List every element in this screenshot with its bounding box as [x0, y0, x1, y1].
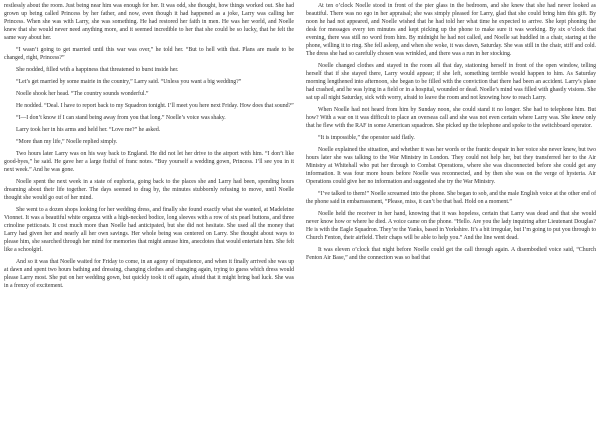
- paragraph: Noelle held the receiver in her hand, knowing that it was hopeless, certain that Larry was dead and that she would never know how or where he died. A voice came on the phone. “Hello. Are you the lady inquiring after Lieutenant Douglas? He is with the Eagle Squadron. They’re the Yanks, based in Yorkshire. It’s a bit irregular, but I’m going to put you through to Church Fenton, their airfield. Their chaps will be able to help you.” And the line went dead.: [306, 211, 596, 241]
- paragraph: Noelle spent the next week in a state of euphoria, going back to the places she and Larry had been, spending hours dreaming about their life together. The days seemed to drag by, the minutes stubbornly refusing to move, until Noelle thought she would go out of her mind.: [4, 179, 294, 201]
- paragraph: And so it was that Noelle waited for Friday to come, in an agony of impatience, and when it finally arrived she was up at dawn and spent two hours bathing and dressing, changing clothes and changing again, trying to guess which dress would please Larry most. She put on her wedding gown, but quickly took it off again, afraid that it might bring bad luck. She was in a frenzy of excitement.: [4, 259, 294, 289]
- paragraph: “I wasn’t going to get married until this war was over,” he told her. “But to hell with that. Plans are made to be changed, right, Princess?”: [4, 47, 294, 61]
- paragraph: At ten o’clock Noelle stood in front of the pier glass in the bedroom, and she knew that she had never looked as beautiful. There was no ego in her appraisal; she was simply pleased for Larry, glad that she could bring him this gift. By noon he had not appeared, and Noelle wished that he had told her what time he expected to arrive. She kept phoning the desk for messages every ten minutes and kept picking up the phone to make sure it was working. By six o’clock that evening, there was still no word from him. By midnight he had not called, and Noelle sat huddled in a chair, staring at the phone, willing it to ring. She fell asleep, and when she woke, it was dawn, Saturday. She was still in the chair, stiff and cold. The dress she had so carefully chosen was wrinkled, and there was a run in her stocking.: [306, 3, 596, 57]
- paragraph: Two hours later Larry was on his way back to England. He did not let her drive to the airport with him. “I don’t like good-byes,” he said. He gave her a large fistful of franc notes. “Buy yourself a wedding gown, Princess. I’ll see you in it next week.” And he was gone.: [4, 151, 294, 173]
- paragraph: She nodded, filled with a happiness that threatened to burst inside her.: [16, 67, 179, 73]
- paragraph: When Noelle had not heard from him by Sunday noon, she could stand it no longer. She had to telephone him. But how? With a war on it was difficult to place an overseas call and she was not even certain where Larry was. She knew only that he flew with the RAF in some American squadron. She picked up the telephone and spoke to the switchboard operator.: [306, 107, 596, 129]
- paragraph: “I—I don’t know if I can stand being away from you that long.” Noelle’s voice was shaky.: [16, 115, 226, 121]
- paragraph: It was eleven o’clock that night before Noelle could get the call through again. A disembodied voice said, “Church Fenton Air Base,” and the connection was so bad that: [306, 247, 596, 261]
- paragraph: Noelle explained the situation, and whether it was her words or the frantic despair in her voice she never knew, but two hours later she was talking to the War Ministry in London. They could not help her, but they transferred her to the Air Ministry at Whitehall who put her through to Combat Operations, where she was disconnected before she could get any information. It was four more hours before Noelle was reconnected, and by then she was on the verge of hysteria. Air Operations could give her no information and suggested she try the War Ministry.: [306, 147, 596, 185]
- paragraph: Noelle changed clothes and stayed in the room all that day, stationing herself in front of the open window, telling herself that if she stayed there, Larry would appear; if she left, something terrible would happen to him. As Saturday morning lengthened into afternoon, she began to be filled with the conviction that there had been an accident. Larry’s plane had crashed, and he was lying in a field or in a hospital, wounded or dead. Noelle’s mind was filled with ghastly visions. She sat up all night Saturday, sick with worry, afraid to leave the room and not knowing how to reach Larry.: [306, 63, 596, 101]
- paragraph: “It is impossible,” the operator said flatly.: [318, 135, 415, 141]
- paragraph: Noelle shook her head. “The country sounds wonderful.”: [16, 91, 149, 97]
- paragraph: restlessly about the room. Just being near him was enough for her. It was odd, she thought, how things worked out. She had grown up being called Princess by her father, and now, even though it had happened as a joke, Larry was calling her Princess. When she was with Larry, she was something. He had restored her faith in men. He was her world, and Noelle knew that she would never need anything more, and it seemed incredible to her that she could be so lucky, that he felt the same way about her.: [4, 3, 294, 41]
- right-text-column: [306, 2, 596, 422]
- paragraph: “I’ve talked to them!” Noelle screamed into the phone. She began to sob, and the male English voice at the other end of the phone said in embarrassment, “Please, miss, it can’t be that bad. Hold on a moment.”: [306, 191, 596, 205]
- paragraph: He nodded. “Deal. I have to report back to my Squadron tonight. I’ll meet you here next Friday. How does that sound?”: [16, 103, 294, 109]
- paragraph: “More than my life,” Noelle replied simply.: [16, 139, 118, 145]
- paragraph: “Let’s get married by some mairie in the country,” Larry said. “Unless you want a big wedding?”: [16, 79, 242, 85]
- left-text-column: [4, 2, 294, 422]
- paragraph: She went to a dozen shops looking for her wedding dress, and finally she found exactly what she wanted, at Madeleine Vionnet. It was a beautiful white organza with a high-necked bodice, long sleeves with a row of six pearl buttons, and three crinoline petticoats. It cost much more than Noelle had anticipated, but she did not hesitate. She used all the money that Larry had given her and nearly all her own savings. Her whole being was centered on Larry. She thought about ways to please him, she searched through her mind for memories that might amuse him, anecdotes that would entertain him. She felt like a schoolgirl.: [4, 207, 294, 253]
- paragraph: Larry took her in his arms and held her. “Love me?” he asked.: [16, 127, 161, 133]
